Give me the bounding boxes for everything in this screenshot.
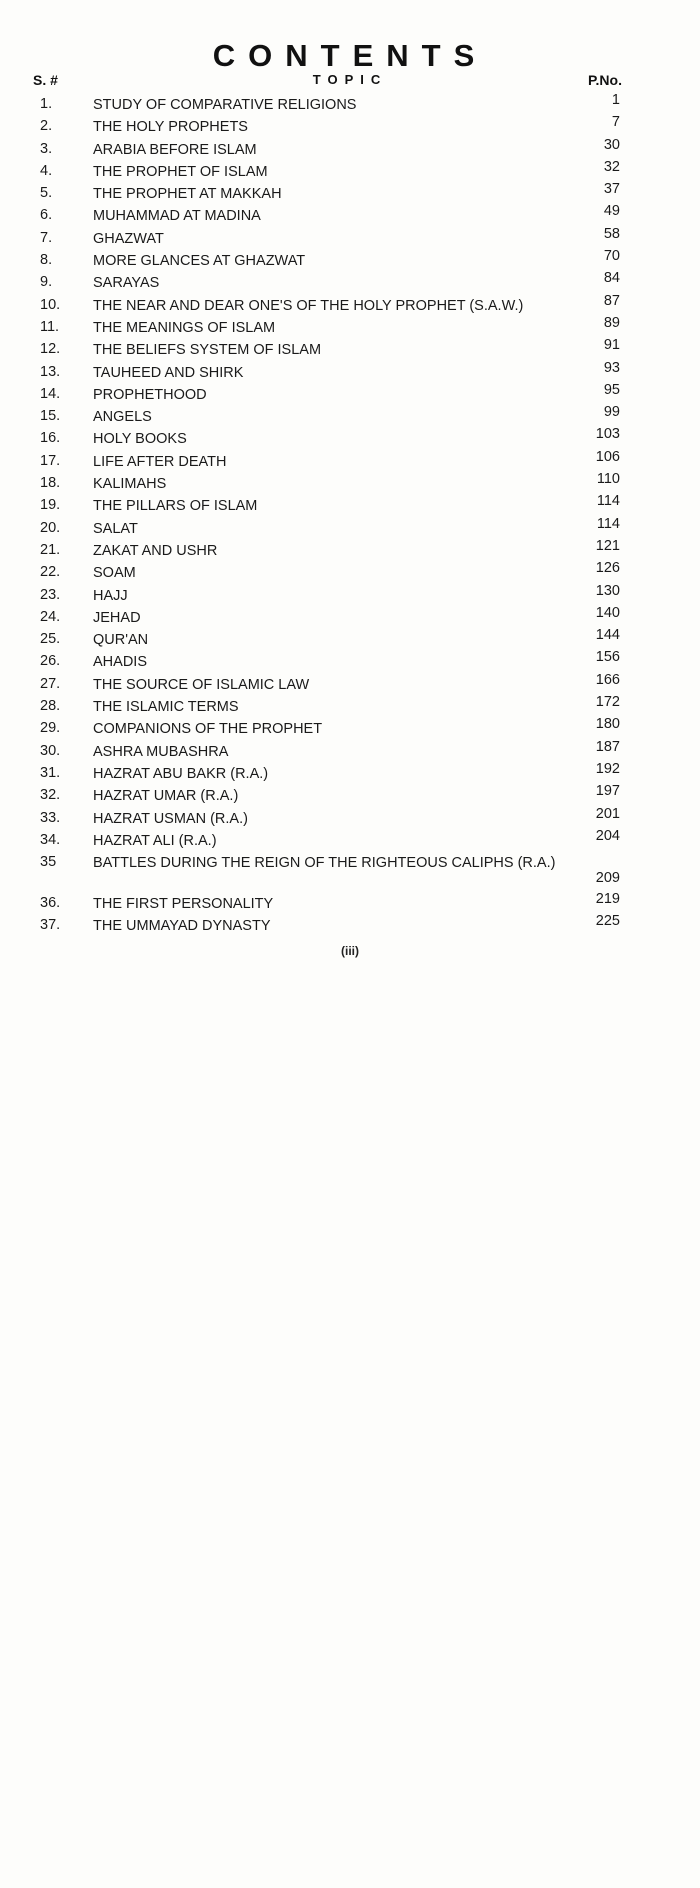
entry-number: 10. (40, 296, 61, 313)
entry-topic: ARABIA BEFORE ISLAM (93, 141, 257, 158)
entry-number: 14. (40, 385, 61, 402)
contents-entry (0, 137, 700, 159)
entry-number: 18. (40, 475, 61, 492)
entry-number: 20. (40, 519, 61, 536)
contents-entry (0, 828, 700, 850)
entry-topic: THE BELIEFS SYSTEM OF ISLAM (93, 342, 322, 359)
entry-topic: COMPANIONS OF THE PROPHET (93, 721, 323, 738)
entry-page-number: 87 (603, 292, 620, 309)
entry-number: 3. (40, 140, 53, 157)
entry-number: 23. (40, 586, 61, 603)
entry-number: 5. (40, 185, 53, 202)
contents-entry (0, 891, 700, 913)
entry-page-number: 84 (603, 270, 620, 287)
entry-page-number: 187 (595, 738, 620, 755)
contents-entry (0, 226, 700, 248)
contents-entry (0, 560, 700, 582)
entry-page-number: 219 (595, 891, 620, 908)
entry-number: 15. (40, 408, 61, 425)
entry-topic: SARAYAS (93, 275, 160, 292)
contents-entry (0, 516, 700, 538)
entry-page-number: 166 (595, 671, 620, 688)
entry-topic: LIFE AFTER DEATH (93, 453, 227, 470)
contents-entry (0, 114, 700, 136)
entry-topic: PROPHETHOOD (93, 386, 207, 403)
entry-number: 37. (40, 917, 61, 934)
entry-number: 8. (40, 252, 53, 269)
entry-number: 35 (40, 854, 57, 871)
entry-page-number: 7 (611, 114, 620, 131)
page-title: CONTENTS (212, 38, 488, 73)
entry-page-number: 126 (595, 560, 620, 577)
entry-topic: THE PROPHET OF ISLAM (93, 163, 268, 180)
entry-number: 25. (40, 631, 61, 648)
entry-number: 22. (40, 564, 61, 581)
entry-page-number: 114 (596, 493, 620, 510)
entry-page-number: 49 (603, 203, 620, 220)
header-topic: TOPIC (312, 72, 388, 87)
entry-page-number: 201 (595, 805, 620, 822)
entry-number: 4. (40, 162, 53, 179)
contents-list (0, 92, 700, 936)
contents-entry (0, 315, 700, 337)
entry-number: 31. (40, 764, 61, 781)
header-page-number: P.No. (588, 72, 622, 88)
entry-number: 26. (40, 653, 61, 670)
entry-number: 12. (40, 341, 61, 358)
contents-entry (0, 806, 700, 828)
entry-topic: HAZRAT ALI (R.A.) (93, 832, 217, 849)
contents-entry (0, 538, 700, 560)
contents-entry (0, 360, 700, 382)
entry-number: 1. (40, 96, 53, 112)
entry-topic: THE MEANINGS OF ISLAM (93, 319, 276, 336)
contents-entry (0, 203, 700, 225)
contents-entry (0, 248, 700, 270)
entry-number: 2. (40, 118, 53, 135)
contents-entry (0, 850, 700, 891)
entry-page-number: 180 (595, 716, 620, 733)
contents-entry (0, 293, 700, 315)
entry-number: 17. (40, 452, 61, 469)
contents-entry (0, 426, 700, 448)
entry-page-number: 58 (603, 225, 620, 242)
entry-page-number: 32 (603, 158, 620, 175)
contents-entry (0, 449, 700, 471)
entry-number: 30. (40, 742, 61, 759)
entry-topic: THE HOLY PROPHETS (93, 119, 248, 136)
entry-topic: QUR'AN (93, 632, 149, 649)
contents-entry (0, 471, 700, 493)
page-number-footer: (iii) (341, 944, 359, 958)
entry-page-number: 91 (603, 337, 620, 354)
entry-number: 29. (40, 720, 61, 737)
entry-number: 9. (40, 274, 53, 291)
entry-page-number: 95 (603, 381, 620, 398)
entry-page-number: 110 (596, 471, 620, 488)
entry-page-number: 89 (603, 314, 620, 331)
entry-number: 7. (40, 229, 53, 246)
entry-page-number: 209 (595, 870, 620, 887)
entry-page-number: 172 (595, 694, 620, 711)
entry-topic: ASHRA MUBASHRA (93, 743, 229, 760)
entry-topic: THE NEAR AND DEAR ONE'S OF THE HOLY PROPHET (S.A.W.) (93, 297, 524, 314)
entry-topic: HAJJ (93, 587, 128, 604)
entry-topic: THE UMMAYAD DYNASTY (93, 918, 271, 935)
entry-page-number: 156 (595, 649, 620, 666)
contents-entry (0, 672, 700, 694)
entry-number: 24. (40, 608, 61, 625)
entry-topic: ZAKAT AND USHR (93, 542, 218, 559)
entry-page-number: 121 (595, 537, 620, 554)
entry-page-number: 93 (603, 359, 620, 376)
contents-entry (0, 649, 700, 671)
contents-entry (0, 404, 700, 426)
contents-entry (0, 627, 700, 649)
entry-page-number: 204 (595, 827, 620, 844)
entry-topic: JEHAD (93, 609, 141, 626)
contents-entry (0, 493, 700, 515)
contents-entry (0, 739, 700, 761)
entry-number: 11. (40, 318, 60, 335)
entry-page-number: 192 (595, 760, 620, 777)
entry-page-number: 30 (603, 136, 620, 153)
entry-topic: THE SOURCE OF ISLAMIC LAW (93, 676, 310, 693)
entry-topic: TAUHEED AND SHIRK (93, 364, 244, 381)
entry-topic: ANGELS (93, 409, 152, 426)
entry-topic: THE PILLARS OF ISLAM (93, 498, 258, 515)
entry-topic: THE ISLAMIC TERMS (93, 699, 239, 716)
entry-topic: HOLY BOOKS (93, 431, 187, 448)
contents-entry (0, 605, 700, 627)
entry-page-number: 144 (595, 627, 620, 644)
entry-number: 6. (40, 207, 53, 224)
entry-page-number: 197 (595, 783, 620, 800)
entry-number: 36. (40, 895, 61, 912)
entry-topic: AHADIS (93, 654, 147, 671)
contents-entry (0, 761, 700, 783)
entry-page-number: 114 (596, 515, 620, 532)
entry-number: 21. (40, 541, 61, 558)
contents-entry (0, 337, 700, 359)
entry-number: 16. (40, 430, 61, 447)
entry-number: 19. (40, 497, 61, 514)
entry-page-number: 103 (595, 426, 620, 443)
entry-number: 27. (40, 675, 61, 692)
entry-page-number: 106 (595, 448, 620, 465)
entry-number: 28. (40, 698, 61, 715)
entry-page-number: 130 (595, 582, 620, 599)
entry-page-number: 225 (595, 913, 620, 930)
contents-entry (0, 694, 700, 716)
entry-number: 34. (40, 831, 61, 848)
entry-topic: SOAM (93, 565, 136, 582)
contents-entry (0, 583, 700, 605)
contents-entry (0, 181, 700, 203)
entry-topic: MORE GLANCES AT GHAZWAT (93, 253, 306, 270)
contents-entry (0, 913, 700, 935)
entry-topic: HAZRAT UMAR (R.A.) (93, 788, 239, 805)
entry-topic: THE PROPHET AT MAKKAH (93, 186, 282, 203)
entry-number: 33. (40, 809, 61, 826)
entry-number: 32. (40, 787, 61, 804)
contents-entry (0, 716, 700, 738)
contents-entry (0, 92, 700, 114)
entry-topic: STUDY OF COMPARATIVE RELIGIONS (93, 97, 357, 113)
entry-page-number: 99 (603, 404, 620, 421)
header-serial-number: S. # (33, 72, 58, 88)
entry-page-number: 140 (595, 604, 620, 621)
entry-page-number: 1 (611, 92, 620, 108)
contents-entry (0, 382, 700, 404)
entry-page-number: 70 (603, 248, 620, 265)
entry-topic: HAZRAT ABU BAKR (R.A.) (93, 765, 269, 782)
entry-topic: HAZRAT USMAN (R.A.) (93, 810, 248, 827)
entry-page-number: 37 (603, 181, 620, 198)
entry-topic: THE FIRST PERSONALITY (93, 896, 274, 913)
entry-topic: SALAT (93, 520, 138, 537)
entry-topic: KALIMAHS (93, 476, 167, 493)
entry-topic: GHAZWAT (93, 230, 164, 247)
entry-topic: BATTLES DURING THE REIGN OF THE RIGHTEOUS CALIPHS (R.A.) (93, 855, 556, 872)
contents-entry (0, 159, 700, 181)
entry-topic: MUHAMMAD AT MADINA (93, 208, 261, 225)
entry-number: 13. (40, 363, 61, 380)
contents-entry (0, 270, 700, 292)
contents-entry (0, 783, 700, 805)
